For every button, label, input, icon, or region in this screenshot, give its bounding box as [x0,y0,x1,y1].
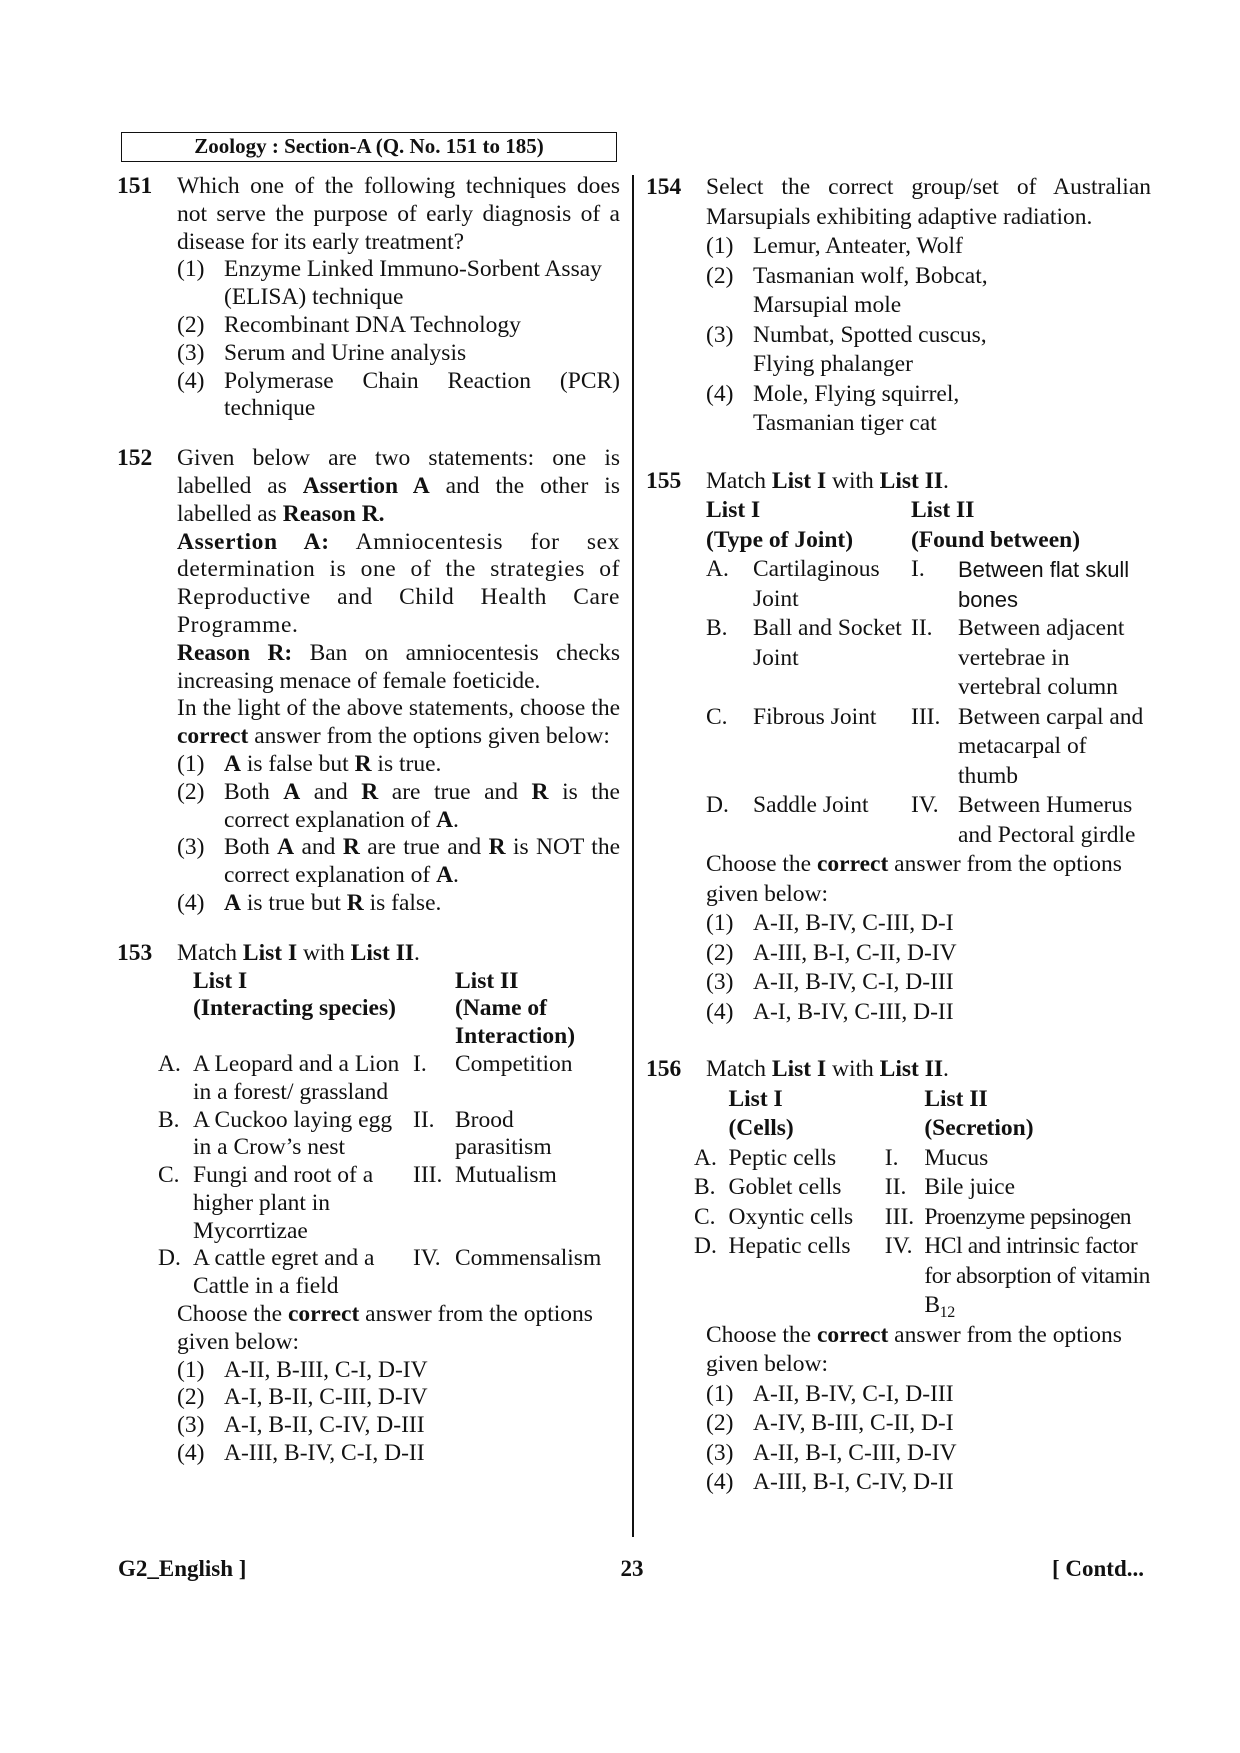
option-1[interactable]: (1) A-II, B-III, C-I, D-IV [177,1356,428,1383]
list1-header: List I (Cells) [728,1085,794,1141]
question-number: 154 [646,174,682,200]
option-3[interactable]: (3) A-II, B-IV, C-I, D-III [706,969,954,995]
question-stem: Match List I with List II. [706,467,949,494]
option-2[interactable]: (2) A-IV, B-III, C-II, D-I [706,1410,954,1436]
option-text: Recombinant DNA Technology [224,311,521,338]
option-4[interactable]: (4) A-III, B-IV, C-I, D-II [177,1440,425,1467]
option-number: (1) [177,256,205,283]
match-table [694,1085,1151,1321]
table-row: B. Ball and Socket Joint II. Between adjacent vertebrae in vertebral column [706,615,1125,700]
option-3[interactable]: (3) A-II, B-I, C-III, D-IV [706,1439,957,1466]
instruction: Choose the correct answer from the options given below: [706,851,1122,907]
question-153 [117,940,620,1468]
table-row: D. Hepatic cells IV. HCl and intrinsic factor for absorption of vitamin $B_{12}$ [694,1233,1150,1321]
question-number: 152 [117,445,153,472]
table-row: A. Peptic cells I. Mucus [694,1144,989,1171]
column-divider [632,175,634,1537]
match-table [158,968,605,1302]
option-3[interactable]: (3) Both A and R are true and R is NOT the correct explanation of A. [177,834,620,889]
table-row: B. Goblet cells II. Bile juice [694,1174,1016,1200]
question-number: 151 [117,173,153,199]
table-row: D. A cattle egret and a Cattle in a field IV. Commensalism [158,1245,602,1300]
option-2[interactable] [177,312,620,340]
option-text: Serum and Urine analysis [224,339,467,366]
question-stem: Match List I with List II. [177,939,420,966]
footer-contd: [ Contd... [1051,1556,1144,1581]
option-text: Enzyme Linked Immuno-Sorbent Assay (ELISA) technique [224,256,602,311]
option-4[interactable]: (4) A-III, B-I, C-IV, D-II [706,1469,954,1495]
question-stem: Given below are two statements: one is labelled as Assertion A and the other is labelled as Reason R. [177,445,620,527]
instruction: Choose the correct answer from the options given below: [177,1301,593,1355]
question-152 [117,445,620,918]
list1-header: List I (Type of Joint) [706,497,854,553]
option-number: (3) [177,339,205,366]
list2-header: List II (Secretion) [924,1085,1034,1141]
left-column [117,173,620,1468]
table-row: A. Cartilaginous Joint I. Between flat skull bones [706,556,1130,612]
question-number: 153 [117,939,153,966]
question-stem: Select the correct group/set of Australian Marsupials exhibiting adaptive radiation. [706,174,1151,230]
list2-header: List II (Found between) [911,497,1081,553]
list2-header: List II (Name of Interaction) [455,967,576,1050]
instruction: Choose the correct answer from the options given below: [706,1321,1122,1377]
question-151 [117,173,620,423]
list1-header: List I (Interacting species) [193,967,396,1022]
page-number: 23 [620,1556,644,1581]
match-table [706,496,1148,850]
table-row: B. A Cuckoo laying egg in a Crow’s nest II. Brood parasitism [158,1106,552,1161]
question-156 [646,1055,1151,1498]
option-text: Polymerase Chain Reaction (PCR) technique [224,367,620,422]
option-4[interactable]: (4) A-I, B-IV, C-III, D-II [706,998,954,1025]
table-row: D. Saddle Joint IV. Between Humerus and Pectoral girdle [706,792,1136,848]
right-column [646,173,1151,1498]
option-4[interactable]: (4) Mole, Flying squirrel, Tasmanian tiger cat [706,380,960,436]
table-row: C. Fungi and root of a higher plant in Mycorrtizae III. Mutualism [158,1162,557,1244]
section-header: Zoology : Section-A (Q. No. 151 to 185) [121,132,617,162]
option-number: (2) [177,311,205,338]
option-2[interactable]: (2) Tasmanian wolf, Bobcat, Marsupial mole [706,262,988,318]
question-number: 156 [646,1056,682,1082]
option-1[interactable]: (1) A-II, B-IV, C-I, D-III [706,1380,954,1407]
assertion: Assertion A: Amniocentesis for sex determination is one of the strategies of Reproductive and Child Health Care Programme. [177,528,620,638]
option-4[interactable] [177,368,620,424]
option-2[interactable]: (2) Both A and R are true and R is the correct explanation of A. [177,778,620,833]
option-1[interactable] [177,256,620,312]
option-3[interactable] [177,340,620,368]
question-number: 155 [646,467,682,494]
question-155 [646,467,1151,1028]
option-1[interactable]: (1) A-II, B-IV, C-III, D-I [706,910,954,936]
option-3[interactable]: (3) A-I, B-II, C-IV, D-III [177,1412,425,1439]
option-1[interactable]: (1) A is false but R is true. [177,750,442,777]
table-row: C. Oxyntic cells III. Proenzyme pepsinogen [694,1203,1131,1230]
footer-booklet-code: G2_English ] [118,1556,247,1581]
question-stem: Match List I with List II. [706,1056,949,1082]
instruction: In the light of the above statements, choose the correct answer from the options given below: [177,695,620,750]
question-154 [646,173,1151,439]
question-stem: Which one of the following techniques does not serve the purpose of early diagnosis of a disease for its early treatment? [177,173,620,255]
table-row: A. A Leopard and a Lion in a forest/ grassland I. Competition [158,1050,573,1105]
reason: Reason R: Ban on amniocentesis checks increasing menace of female foeticide. [177,639,620,694]
option-3[interactable]: (3) Numbat, Spotted cuscus, Flying phalanger [706,321,987,377]
option-2[interactable]: (2) A-III, B-I, C-II, D-IV [706,939,957,966]
option-2[interactable]: (2) A-I, B-II, C-III, D-IV [177,1384,428,1411]
option-number: (4) [177,367,205,394]
table-row: C. Fibrous Joint III. Between carpal and metacarpal of thumb [706,703,1144,789]
option-1[interactable]: (1) Lemur, Anteater, Wolf [706,233,963,259]
option-4[interactable]: (4) A is true but R is false. [177,889,442,916]
